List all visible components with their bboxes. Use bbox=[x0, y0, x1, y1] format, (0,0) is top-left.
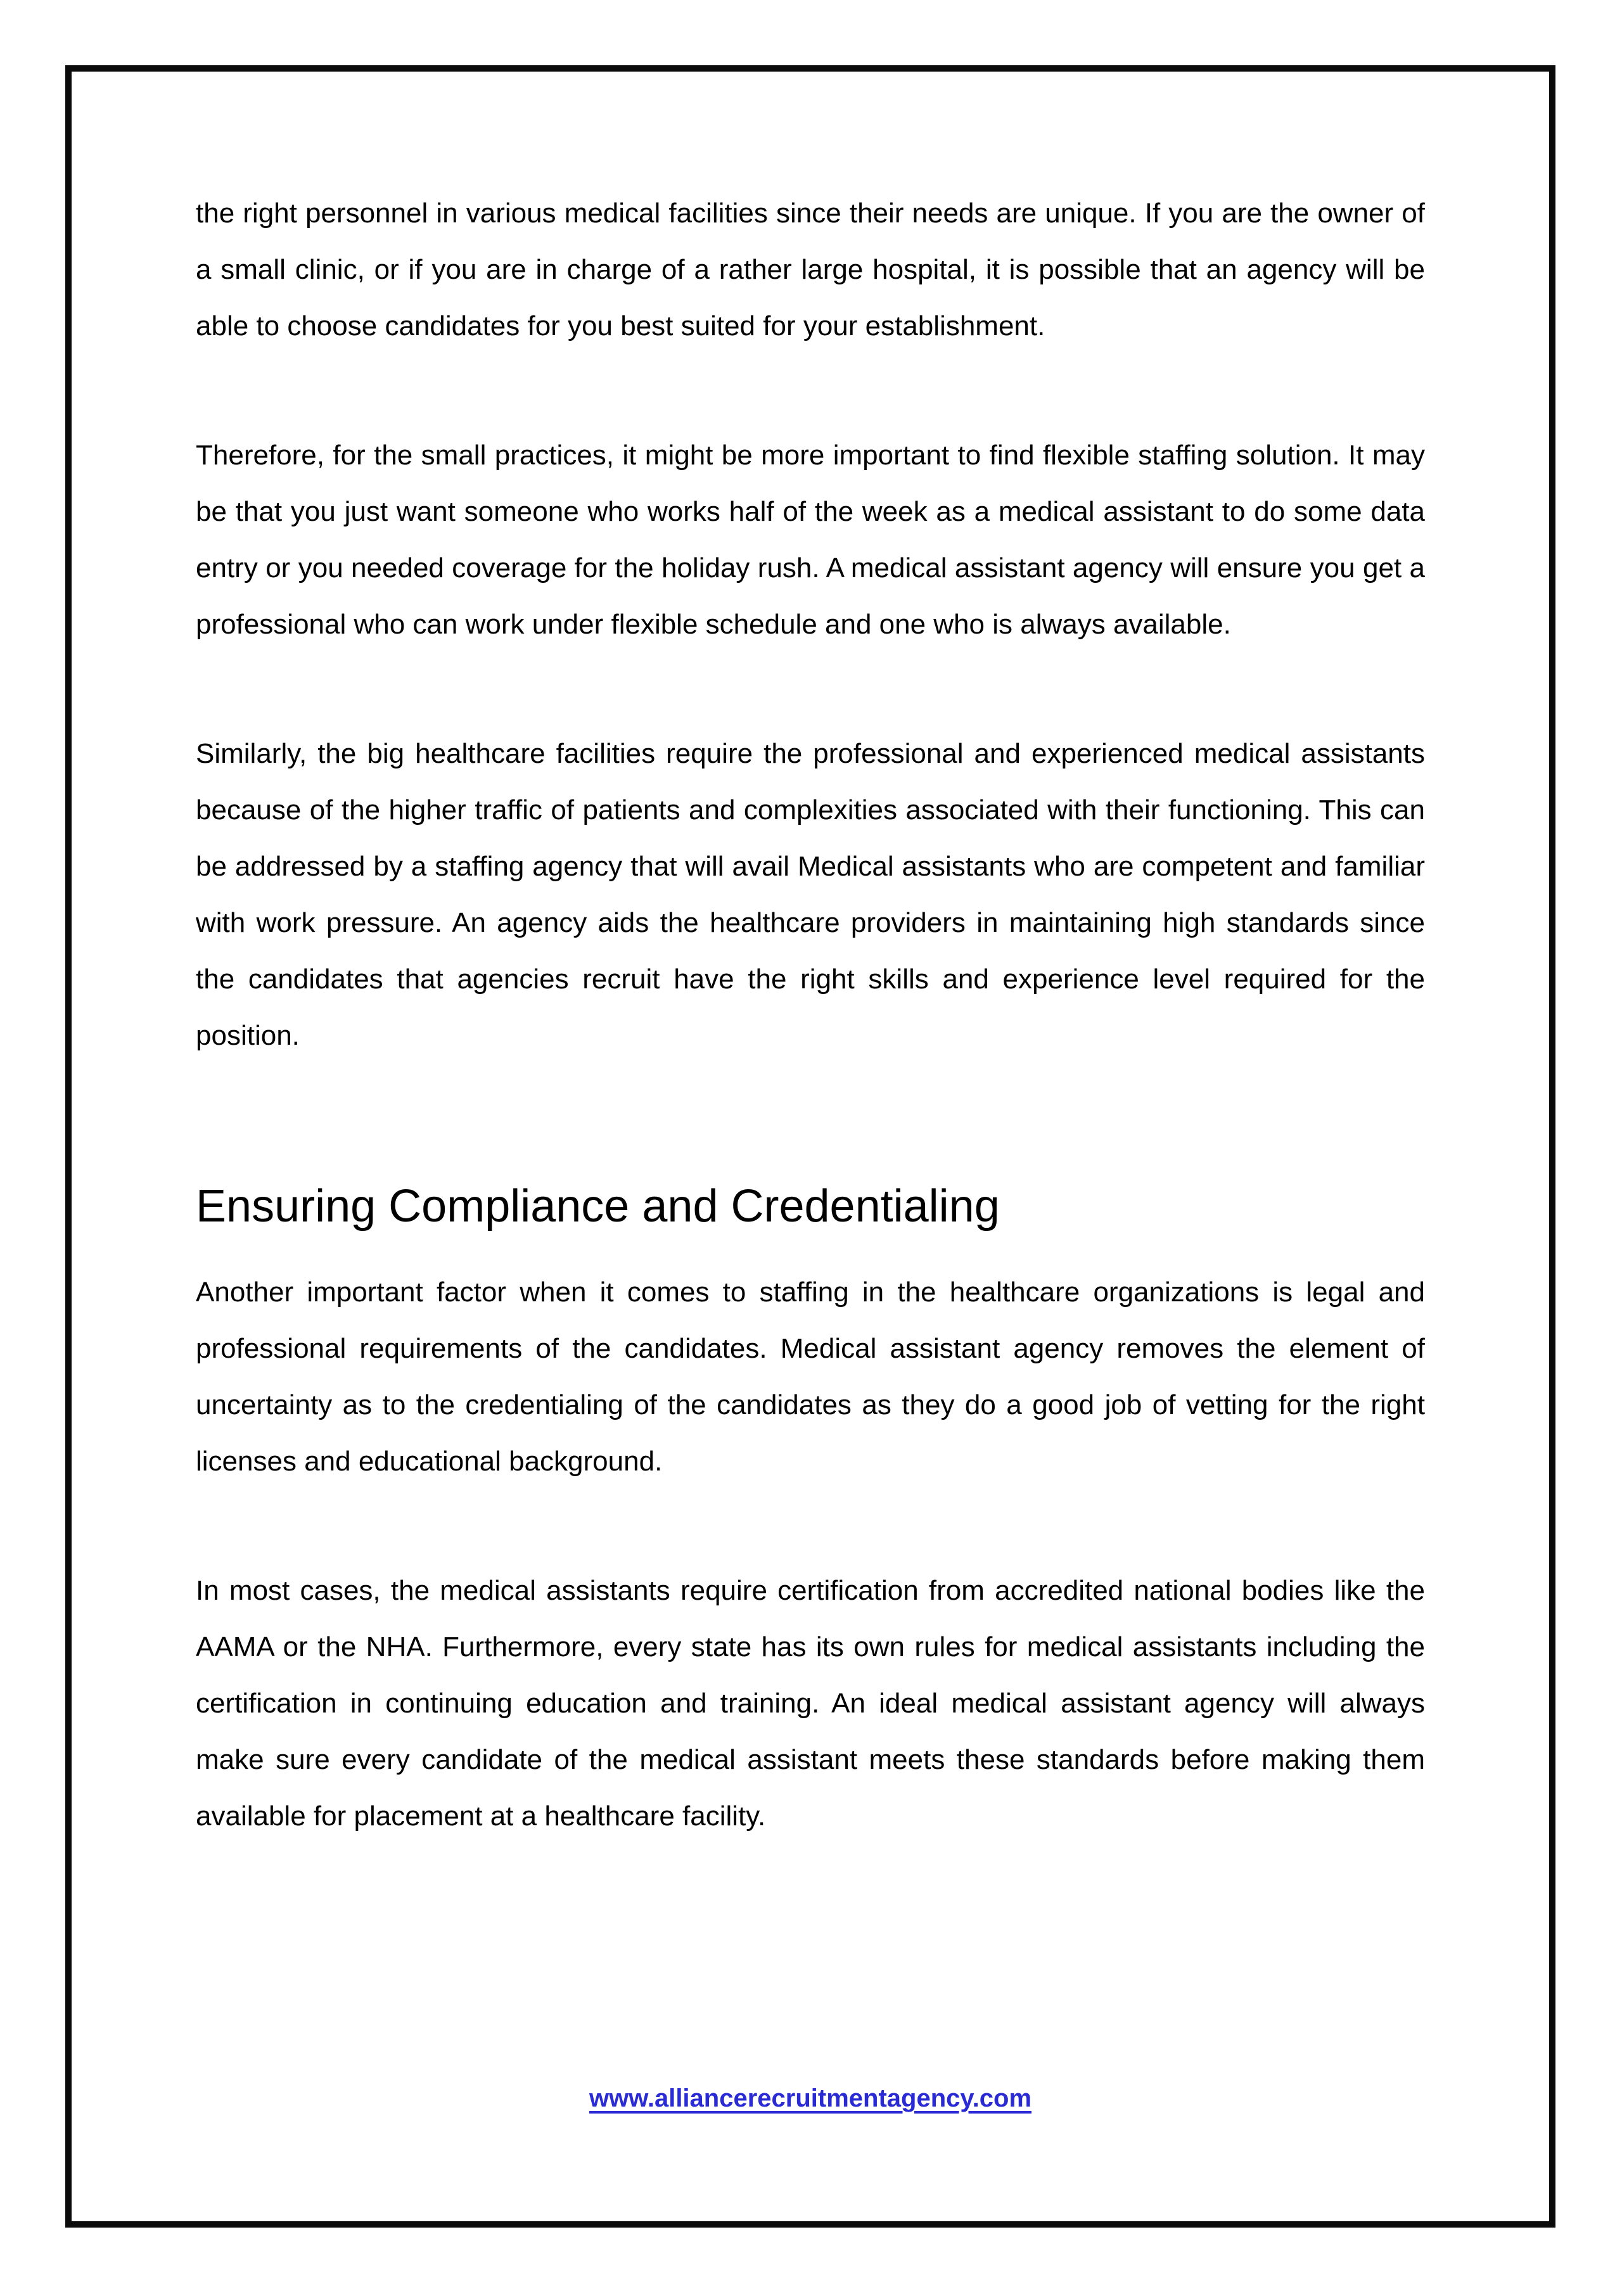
page-border-frame bbox=[65, 65, 1555, 2228]
body-paragraph: In most cases, the medical assistants require certification from accredited national bodies like the AAMA or the NHA. Furthermore, every state has its own rules for medical assistants including the certification in continuing education and training. An ideal medical assistant agency will always make sure every candidate of the medical assistant meets these standards before making them available for placement at a healthcare facility. bbox=[196, 1575, 1425, 1832]
body-paragraph: the right personnel in various medical facilities since their needs are unique. If you are the owner of a small clinic, or if you are in charge of a rather large hospital, it is possible that an agency will be able to choose candidates for you best suited for your establishment. bbox=[196, 198, 1425, 341]
body-paragraph: Another important factor when it comes to staffing in the healthcare organizations is legal and professional requirements of the candidates. Medical assistant agency removes the element of uncertainty as to the credentialing of the candidates as they do a good job of vetting for the right licenses and educational background. bbox=[196, 1277, 1425, 1477]
section-heading: Ensuring Compliance and Credentialing bbox=[196, 1181, 1000, 1232]
body-paragraph: Therefore, for the small practices, it might be more important to find flexible staffing solution. It may be that you just want someone who works half of the week as a medical assistant to do some data entry or you needed coverage for the holiday rush. A medical assistant agency will ensure you get a professional who can work under flexible schedule and one who is always available. bbox=[196, 440, 1425, 640]
body-paragraph: Similarly, the big healthcare facilities require the professional and experienced medical assistants because of the higher traffic of patients and complexities associated with their functioning. This can be addressed by a staffing agency that will avail Medical assistants who are competent and familiar with work pressure. An agency aids the healthcare providers in maintaining high standards since the candidates that agencies recruit have the right skills and experience level required for the position. bbox=[196, 738, 1425, 1051]
page-content bbox=[72, 72, 1549, 2115]
footer-link[interactable]: www.alliancerecruitmentagency.com bbox=[589, 2084, 1032, 2112]
page-footer bbox=[196, 2082, 1425, 2115]
